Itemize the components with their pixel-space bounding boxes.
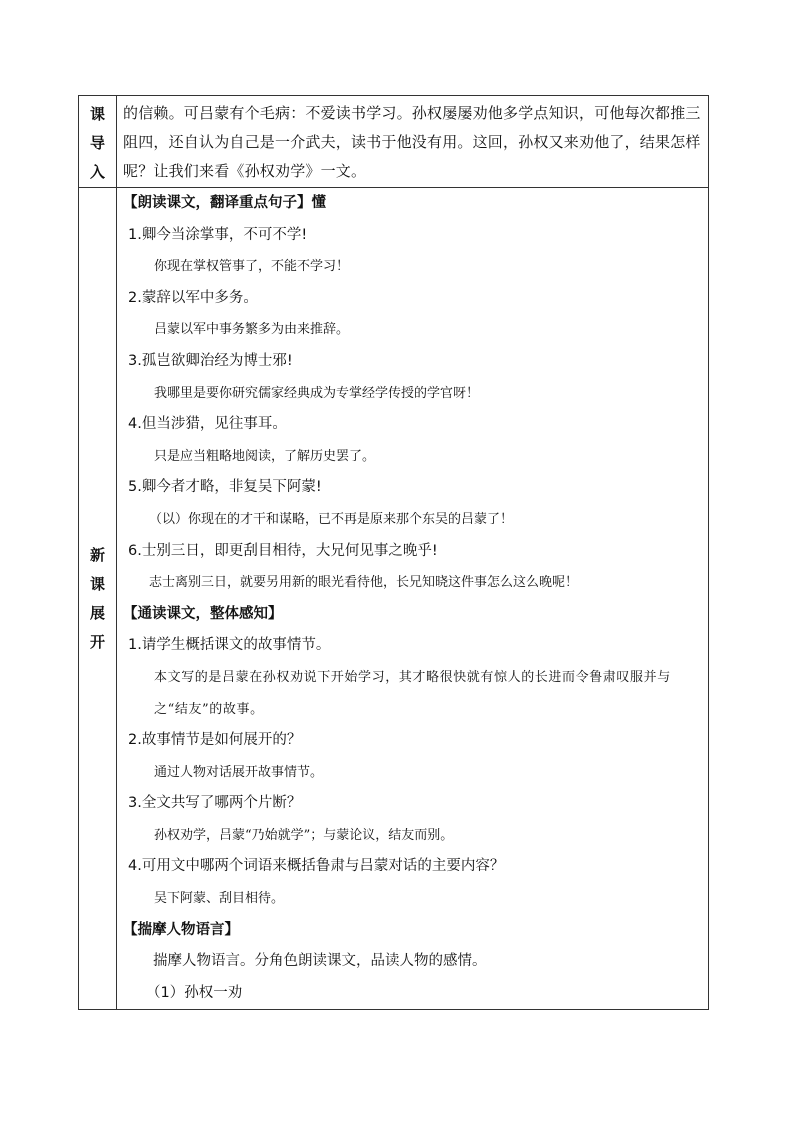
main-label-char: 课 — [89, 574, 105, 593]
prompt-2: 2.故事情节是如何展开的？ — [128, 732, 302, 749]
prompt-answer-3: 孙权劝学，吕蒙“乃始就学”；与蒙论议，结友而别。 — [154, 827, 454, 843]
answer-6: 志士离别三日，就要另用新的眼光看待他，长兄知晓这件事怎么这么晚呢！ — [149, 575, 579, 591]
prompt-answer-4: 吴下阿蒙、刮目相待。 — [154, 891, 285, 907]
main-label-char: 展 — [89, 603, 105, 622]
question-4: 4.但当涉猎，见往事耳。 — [128, 416, 287, 433]
main-label-char: 新 — [89, 545, 105, 564]
main-label-cell — [79, 188, 117, 1010]
intro-label-cell — [79, 96, 117, 188]
lesson-plan-table — [78, 95, 709, 1010]
question-2: 2.蒙辞以军中多务。 — [128, 289, 258, 306]
intro-row — [79, 96, 709, 188]
prompt-4: 4.可用文中哪两个词语来概括鲁肃与吕蒙对话的主要内容？ — [128, 858, 505, 875]
intro-label-char: 入 — [89, 163, 105, 181]
language-subitem: （1）孙权一劝 — [146, 984, 243, 1001]
prompt-3: 3.全文共写了哪两个片断？ — [128, 795, 302, 812]
section-heading-overview: 【通读课文，整体感知】 — [123, 605, 283, 622]
intro-label-char: 导 — [89, 134, 105, 152]
language-paragraph: 揣摩人物语言。分角色朗读课文，品读人物的感情。 — [153, 953, 487, 970]
section-heading-extra: 懂 — [311, 195, 326, 211]
section-heading-translate — [123, 188, 702, 220]
prompt-answer-1: 本文写的是吕蒙在孙权劝说下开始学习，其才略很快就有惊人的长进而令鲁肃叹服并与之“结友”的故事。 — [154, 669, 671, 717]
answer-1: 你现在掌权管事了，不能不学习！ — [154, 259, 350, 275]
main-content-cell — [117, 188, 709, 1010]
main-row — [79, 188, 709, 1010]
section-heading-text: 【朗读课文，翻译重点句子】 — [123, 195, 312, 211]
answer-3: 我哪里是要你研究儒家经典成为专掌经学传授的学官呀！ — [154, 385, 480, 401]
prompt-answer-2: 通过人物对话展开故事情节。 — [154, 764, 324, 780]
main-label — [79, 541, 116, 657]
intro-label — [79, 96, 116, 187]
answer-2: 吕蒙以军中事务繁多为由来推辞。 — [154, 322, 350, 338]
main-label-char: 开 — [89, 632, 105, 651]
question-3: 3.孤岂欲卿治经为博士邪! — [128, 352, 293, 369]
answer-4: 只是应当粗略地阅读，了解历史罢了。 — [154, 448, 376, 464]
section-heading-language: 【揣摩人物语言】 — [123, 921, 239, 938]
intro-label-char: 课 — [89, 105, 105, 123]
prompt-1: 1.请学生概括课文的故事情节。 — [128, 637, 331, 654]
question-1: 1.卿今当涂掌事，不可不学! — [128, 226, 308, 243]
intro-paragraph: 的信赖。可吕蒙有个毛病：不爱读书学习。孙权屡屡劝他多学点知识，可他每次都推三阻四，还自认为自己是一介武夫，读书于他没有用。这回，孙权又来劝他了，结果怎样呢？让我们来看《孙权劝学》一文。 — [123, 104, 701, 180]
question-6: 6.士别三日，即更刮目相待，大兄何见事之晚乎! — [128, 542, 438, 559]
question-5: 5.卿今者才略，非复吴下阿蒙! — [128, 479, 322, 496]
intro-content-cell — [117, 96, 709, 188]
answer-5: （以）你现在的才干和谋略，已不再是原来那个东吴的吕蒙了！ — [149, 511, 514, 527]
